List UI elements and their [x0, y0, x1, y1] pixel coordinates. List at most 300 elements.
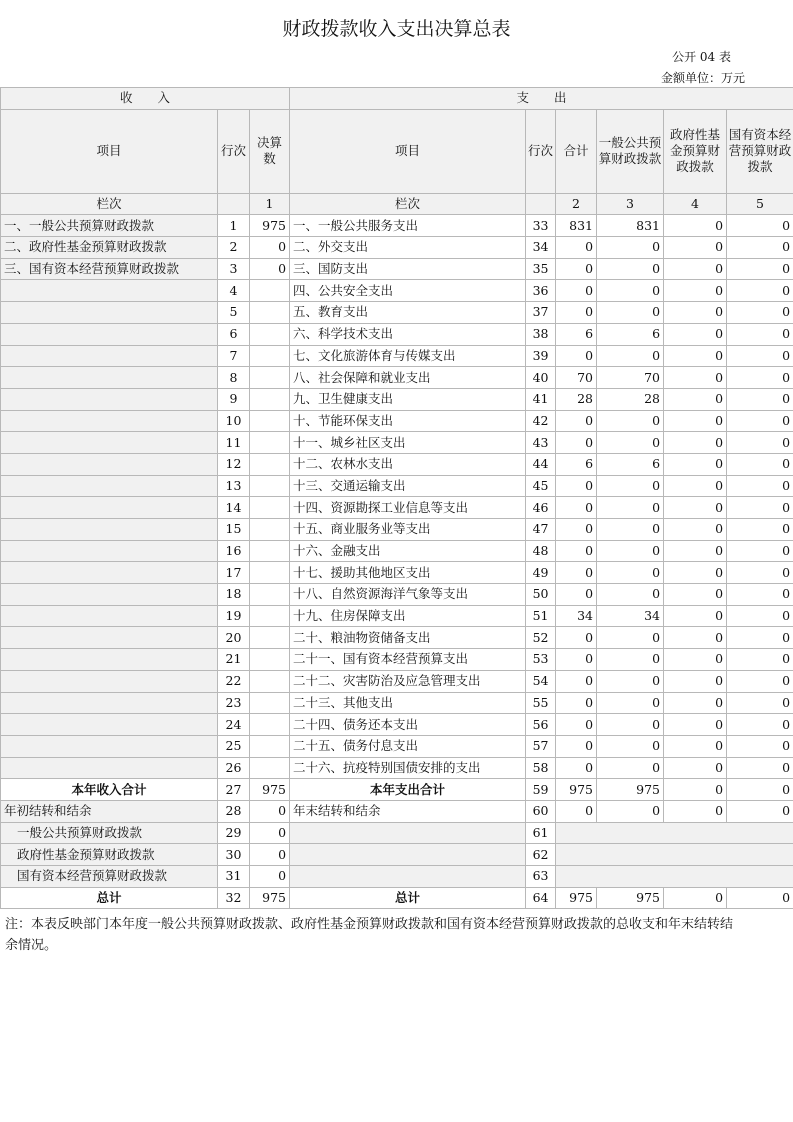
income-item [1, 670, 218, 692]
row-no: 37 [526, 302, 556, 324]
value-cell [250, 540, 290, 562]
row-no: 25 [218, 735, 250, 757]
income-item [1, 649, 218, 671]
income-item [1, 540, 218, 562]
value-cell [250, 302, 290, 324]
income-item [1, 280, 218, 302]
value-cell: 0 [597, 692, 664, 714]
value-cell: 0 [250, 844, 290, 866]
expense-item: 二、外交支出 [290, 237, 526, 259]
table-row [1, 388, 793, 410]
value-cell: 0 [664, 302, 727, 324]
carryover-row [1, 800, 793, 822]
expense-section-header: 支 出 [290, 88, 793, 110]
expense-item: 二十一、国有资本经营预算支出 [290, 649, 526, 671]
value-cell: 975 [250, 215, 290, 237]
table-row [1, 584, 793, 606]
value-cell [250, 605, 290, 627]
value-cell: 0 [664, 323, 727, 345]
income-item [1, 345, 218, 367]
form-code: 公开 04 表 [672, 50, 731, 64]
row-no: 17 [218, 562, 250, 584]
row-no: 45 [526, 475, 556, 497]
table-row [1, 367, 793, 389]
value-cell: 0 [597, 670, 664, 692]
value-cell: 0 [727, 779, 793, 801]
value-cell: 0 [556, 649, 597, 671]
value-cell: 0 [664, 432, 727, 454]
carryover-sub-row [1, 866, 793, 888]
row-no: 13 [218, 475, 250, 497]
value-cell: 0 [597, 735, 664, 757]
value-cell: 0 [664, 605, 727, 627]
table-row [1, 215, 793, 237]
income-item [1, 584, 218, 606]
value-cell: 0 [664, 562, 727, 584]
value-cell: 0 [727, 475, 793, 497]
income-item: 三、国有资本经营预算财政拨款 [1, 258, 218, 280]
expense-total-header: 合计 [556, 109, 597, 193]
value-cell: 0 [727, 519, 793, 541]
row-no: 8 [218, 367, 250, 389]
value-cell [250, 757, 290, 779]
row-no: 43 [526, 432, 556, 454]
value-cell: 34 [556, 605, 597, 627]
value-cell: 0 [597, 714, 664, 736]
value-cell [250, 497, 290, 519]
expense-item: 二十五、债务付息支出 [290, 735, 526, 757]
income-item [1, 367, 218, 389]
row-no: 22 [218, 670, 250, 692]
income-item: 一、一般公共预算财政拨款 [1, 215, 218, 237]
value-cell: 0 [727, 670, 793, 692]
row-no: 12 [218, 453, 250, 475]
value-cell: 0 [556, 627, 597, 649]
income-item [1, 410, 218, 432]
carryover-sub-row [1, 844, 793, 866]
value-cell: 0 [556, 562, 597, 584]
expense-item: 六、科学技术支出 [290, 323, 526, 345]
value-cell: 0 [664, 280, 727, 302]
row-no: 30 [218, 844, 250, 866]
value-cell: 0 [597, 410, 664, 432]
value-cell: 0 [727, 757, 793, 779]
income-total-label: 本年收入合计 [1, 779, 218, 801]
table-row [1, 432, 793, 454]
row-no: 29 [218, 822, 250, 844]
value-cell [250, 670, 290, 692]
row-no: 26 [218, 757, 250, 779]
value-cell: 0 [556, 258, 597, 280]
value-cell: 831 [556, 215, 597, 237]
income-item [1, 735, 218, 757]
value-cell: 0 [597, 475, 664, 497]
row-no: 44 [526, 453, 556, 475]
row-no: 20 [218, 627, 250, 649]
amount-unit: 金额单位：万元 [660, 71, 745, 85]
value-cell: 28 [556, 388, 597, 410]
value-cell: 0 [597, 237, 664, 259]
table-row [1, 410, 793, 432]
value-cell: 975 [597, 779, 664, 801]
value-cell: 0 [664, 345, 727, 367]
row-no: 7 [218, 345, 250, 367]
income-item [1, 605, 218, 627]
sub-item-label: 一般公共预算财政拨款 [1, 822, 218, 844]
value-cell: 0 [727, 302, 793, 324]
blank-cell [218, 193, 250, 215]
row-no: 19 [218, 605, 250, 627]
value-cell [250, 519, 290, 541]
row-no: 56 [526, 714, 556, 736]
value-cell: 0 [727, 627, 793, 649]
income-item [1, 757, 218, 779]
row-no: 11 [218, 432, 250, 454]
blank-cell [556, 844, 793, 866]
expense-item: 九、卫生健康支出 [290, 388, 526, 410]
income-item [1, 692, 218, 714]
value-cell: 0 [664, 540, 727, 562]
income-item [1, 475, 218, 497]
value-cell: 0 [556, 800, 597, 822]
value-cell: 0 [664, 670, 727, 692]
value-cell: 0 [727, 215, 793, 237]
expense-item: 一、一般公共服务支出 [290, 215, 526, 237]
value-cell: 0 [556, 497, 597, 519]
value-cell [250, 584, 290, 606]
budget-summary-table [0, 87, 793, 909]
expense-item: 十六、金融支出 [290, 540, 526, 562]
value-cell: 0 [727, 388, 793, 410]
expense-item: 十七、援助其他地区支出 [290, 562, 526, 584]
row-no: 55 [526, 692, 556, 714]
row-no: 61 [526, 822, 556, 844]
value-cell: 0 [664, 453, 727, 475]
expense-item: 七、文化旅游体育与传媒支出 [290, 345, 526, 367]
value-cell: 0 [727, 692, 793, 714]
value-cell: 0 [664, 887, 727, 909]
table-row [1, 649, 793, 671]
value-cell: 0 [597, 302, 664, 324]
income-final-header: 决算数 [250, 109, 290, 193]
value-cell: 831 [597, 215, 664, 237]
row-no: 2 [218, 237, 250, 259]
blank-cell [556, 866, 793, 888]
row-no: 60 [526, 800, 556, 822]
value-cell: 6 [556, 453, 597, 475]
expense-item: 五、教育支出 [290, 302, 526, 324]
income-item: 二、政府性基金预算财政拨款 [1, 237, 218, 259]
income-item [1, 562, 218, 584]
grand-total-income-label: 总计 [1, 887, 218, 909]
expense-item: 三、国防支出 [290, 258, 526, 280]
value-cell: 0 [727, 562, 793, 584]
expense-item: 四、公共安全支出 [290, 280, 526, 302]
row-no: 31 [218, 866, 250, 888]
footnote: 注：本表反映部门本年度一般公共预算财政拨款、政府性基金预算财政拨款和国有资本经营预算财政拨款的总收支和年末结转结余情况。 [5, 917, 734, 953]
value-cell: 0 [727, 453, 793, 475]
table-row [1, 714, 793, 736]
row-no: 3 [218, 258, 250, 280]
row-no: 5 [218, 302, 250, 324]
value-cell [250, 280, 290, 302]
blank-cell [526, 193, 556, 215]
row-no: 54 [526, 670, 556, 692]
value-cell: 0 [597, 519, 664, 541]
expense-row-no-header: 行次 [526, 109, 556, 193]
value-cell: 0 [727, 605, 793, 627]
row-no: 1 [218, 215, 250, 237]
value-cell: 0 [556, 280, 597, 302]
value-cell: 0 [556, 692, 597, 714]
value-cell [250, 475, 290, 497]
table-row [1, 540, 793, 562]
general-budget-header: 一般公共预算财政拨款 [597, 109, 664, 193]
value-cell: 975 [597, 887, 664, 909]
value-cell: 0 [556, 302, 597, 324]
value-cell: 0 [727, 367, 793, 389]
expense-item: 十一、城乡社区支出 [290, 432, 526, 454]
value-cell: 0 [727, 714, 793, 736]
row-no: 35 [526, 258, 556, 280]
table-row [1, 627, 793, 649]
value-cell: 0 [664, 714, 727, 736]
row-no: 36 [526, 280, 556, 302]
value-cell: 6 [597, 323, 664, 345]
value-cell: 0 [556, 735, 597, 757]
row-no: 9 [218, 388, 250, 410]
end-carryover-label: 年末结转和结余 [290, 800, 526, 822]
value-cell: 6 [556, 323, 597, 345]
table-row [1, 757, 793, 779]
value-cell: 0 [727, 584, 793, 606]
value-cell: 0 [597, 800, 664, 822]
table-row [1, 670, 793, 692]
value-cell: 975 [250, 887, 290, 909]
row-no: 24 [218, 714, 250, 736]
expense-item-header: 项目 [290, 109, 526, 193]
blank-cell [556, 822, 793, 844]
expense-item: 十、节能环保支出 [290, 410, 526, 432]
expense-col-label: 栏次 [290, 193, 526, 215]
value-cell [250, 410, 290, 432]
income-item [1, 432, 218, 454]
row-no: 23 [218, 692, 250, 714]
expense-item: 十四、资源勘探工业信息等支出 [290, 497, 526, 519]
income-item [1, 302, 218, 324]
income-item [1, 388, 218, 410]
value-cell: 0 [727, 280, 793, 302]
col-index-4: 4 [664, 193, 727, 215]
value-cell: 0 [727, 432, 793, 454]
value-cell: 0 [664, 519, 727, 541]
value-cell [250, 453, 290, 475]
value-cell: 0 [727, 540, 793, 562]
carryover-sub-row [1, 822, 793, 844]
value-cell: 0 [250, 800, 290, 822]
income-col-label: 栏次 [1, 193, 218, 215]
value-cell: 0 [556, 237, 597, 259]
value-cell: 0 [664, 692, 727, 714]
expense-item: 十八、自然资源海洋气象等支出 [290, 584, 526, 606]
table-row [1, 519, 793, 541]
value-cell: 0 [556, 670, 597, 692]
income-total-value: 975 [250, 779, 290, 801]
begin-carryover-label: 年初结转和结余 [1, 800, 218, 822]
expense-item: 十九、住房保障支出 [290, 605, 526, 627]
value-cell: 0 [664, 584, 727, 606]
value-cell [250, 714, 290, 736]
value-cell: 0 [664, 215, 727, 237]
value-cell: 0 [664, 800, 727, 822]
column-header-row [1, 109, 793, 193]
row-no: 18 [218, 584, 250, 606]
section-header-row [1, 88, 793, 110]
value-cell: 0 [597, 280, 664, 302]
income-item-header: 项目 [1, 109, 218, 193]
value-cell: 0 [556, 475, 597, 497]
table-row [1, 345, 793, 367]
value-cell: 0 [727, 735, 793, 757]
expense-item: 十三、交通运输支出 [290, 475, 526, 497]
value-cell: 0 [664, 367, 727, 389]
value-cell: 0 [597, 584, 664, 606]
value-cell [250, 388, 290, 410]
table-row [1, 605, 793, 627]
value-cell: 975 [556, 779, 597, 801]
blank-cell [290, 844, 526, 866]
row-no: 27 [218, 779, 250, 801]
income-item [1, 627, 218, 649]
row-no: 4 [218, 280, 250, 302]
value-cell: 0 [556, 410, 597, 432]
value-cell: 0 [597, 432, 664, 454]
value-cell: 0 [664, 475, 727, 497]
row-no: 47 [526, 519, 556, 541]
expense-item: 八、社会保障和就业支出 [290, 367, 526, 389]
table-row [1, 280, 793, 302]
row-no: 63 [526, 866, 556, 888]
value-cell: 0 [664, 779, 727, 801]
row-no: 32 [218, 887, 250, 909]
value-cell: 0 [250, 258, 290, 280]
row-no: 28 [218, 800, 250, 822]
col-index-2: 2 [556, 193, 597, 215]
row-no: 48 [526, 540, 556, 562]
value-cell: 0 [250, 866, 290, 888]
value-cell: 0 [664, 497, 727, 519]
value-cell: 0 [727, 497, 793, 519]
row-no: 41 [526, 388, 556, 410]
value-cell: 0 [664, 388, 727, 410]
income-section-header: 收 入 [1, 88, 290, 110]
value-cell [250, 735, 290, 757]
value-cell [250, 323, 290, 345]
value-cell: 0 [727, 237, 793, 259]
row-no: 52 [526, 627, 556, 649]
sub-item-label: 政府性基金预算财政拨款 [1, 844, 218, 866]
row-no: 50 [526, 584, 556, 606]
value-cell: 0 [727, 800, 793, 822]
row-no: 34 [526, 237, 556, 259]
income-row-no-header: 行次 [218, 109, 250, 193]
value-cell: 0 [664, 237, 727, 259]
table-row [1, 475, 793, 497]
value-cell: 34 [597, 605, 664, 627]
value-cell [250, 692, 290, 714]
table-row [1, 258, 793, 280]
blank-cell [290, 866, 526, 888]
value-cell: 0 [597, 562, 664, 584]
value-cell: 0 [664, 649, 727, 671]
row-no: 42 [526, 410, 556, 432]
value-cell: 70 [597, 367, 664, 389]
value-cell: 0 [727, 323, 793, 345]
page-title: 财政拨款收入支出决算总表 [282, 18, 511, 40]
expense-total-label: 本年支出合计 [290, 779, 526, 801]
table-row [1, 453, 793, 475]
value-cell: 0 [597, 540, 664, 562]
value-cell: 0 [727, 887, 793, 909]
value-cell: 28 [597, 388, 664, 410]
row-no: 51 [526, 605, 556, 627]
income-item [1, 519, 218, 541]
value-cell: 0 [556, 345, 597, 367]
row-no: 16 [218, 540, 250, 562]
expense-item: 二十三、其他支出 [290, 692, 526, 714]
value-cell: 70 [556, 367, 597, 389]
value-cell: 0 [597, 258, 664, 280]
income-item [1, 714, 218, 736]
table-row [1, 237, 793, 259]
sub-item-label: 国有资本经营预算财政拨款 [1, 866, 218, 888]
column-index-row [1, 193, 793, 215]
row-no: 59 [526, 779, 556, 801]
table-row [1, 562, 793, 584]
row-no: 46 [526, 497, 556, 519]
row-no: 15 [218, 519, 250, 541]
value-cell: 0 [727, 410, 793, 432]
table-row [1, 323, 793, 345]
annual-total-row [1, 779, 793, 801]
value-cell: 0 [597, 345, 664, 367]
value-cell: 0 [727, 345, 793, 367]
table-row [1, 735, 793, 757]
value-cell: 0 [250, 237, 290, 259]
value-cell [250, 367, 290, 389]
value-cell: 0 [597, 649, 664, 671]
value-cell: 0 [664, 735, 727, 757]
row-no: 10 [218, 410, 250, 432]
expense-item: 二十、粮油物资储备支出 [290, 627, 526, 649]
value-cell: 0 [556, 519, 597, 541]
table-row [1, 497, 793, 519]
row-no: 6 [218, 323, 250, 345]
value-cell: 0 [664, 757, 727, 779]
col-index-3: 3 [597, 193, 664, 215]
expense-item: 十五、商业服务业等支出 [290, 519, 526, 541]
expense-item: 二十六、抗疫特别国债安排的支出 [290, 757, 526, 779]
value-cell: 0 [556, 714, 597, 736]
grand-total-row [1, 887, 793, 909]
value-cell [250, 562, 290, 584]
value-cell: 0 [664, 627, 727, 649]
value-cell: 6 [597, 453, 664, 475]
state-capital-header: 国有资本经营预算财政拨款 [727, 109, 793, 193]
value-cell: 0 [727, 258, 793, 280]
value-cell [250, 627, 290, 649]
value-cell [250, 649, 290, 671]
